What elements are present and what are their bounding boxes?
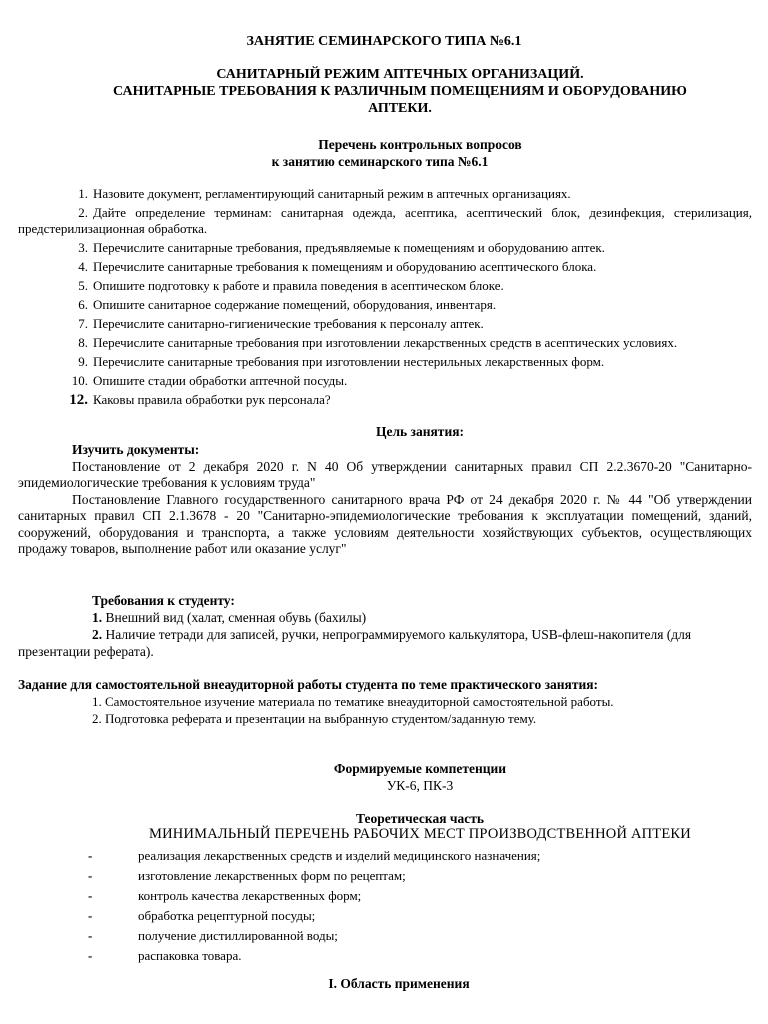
competencies-section [0,760,768,794]
requirement-item: 1. Внешний вид (халат, сменная обувь (бахилы) [92,610,367,625]
task-section [18,676,752,727]
document-subtitle [20,66,768,117]
questions-heading-line-1: Перечень контрольных вопросов [318,137,522,152]
question-item: 8. Перечислите санитарные требования при изготовлении лекарственных средств в асептических условиях. [78,335,678,350]
workplaces-list [88,846,738,966]
document-item-1: Постановление от 2 декабря 2020 г. N 40 Об утверждении санитарных правил СП 2.2.3670-20 "Санитарно-эпидемиологические требования к условиям труда" [18,458,752,490]
list-item: - распаковка товара. [88,946,738,966]
requirement-item: 2. Наличие тетради для записей, ручки, непрограммируемого калькулятора, USB-флеш-накопителя (для презентации реферата). [18,627,692,659]
document-item-2: Постановление Главного государственного санитарного врача РФ от 24 декабря 2020 г. № 44 "Об утверждении санитарных правил СП 2.1.3678 - 20 "Санитарно-эпидемиологические требования к эксплуатации помещений, зданий, сооружений, оборудования и транспорта, а также условиям деятельности хозяйствующих субъектов, осуществляющих продажу товаров, выполнение работ или оказание услуг" [18,491,752,556]
question-item: 2. Дайте определение терминам: санитарная одежда, асептика, асептический блок, дезинфекция, стерилизация, предстерилизационная обработка. [18,205,752,236]
task-item: 2. Подготовка реферата и презентации на выбранную студентом/заданную тему. [92,711,537,726]
question-item: 3. Перечислите санитарные требования, предъявляемые к помещениям и оборудованию аптек. [78,240,605,255]
question-item: 7. Перечислите санитарно-гигиенические требования к персоналу аптек. [78,316,484,331]
goal-heading: Цель занятия: [375,424,465,439]
section-heading: I. Область применения [328,976,470,991]
competencies-heading: Формируемые компетенции [333,761,507,776]
question-item: 10. Опишите стадии обработки аптечной посуды. [71,373,348,388]
list-item: - контроль качества лекарственных форм; [88,886,738,906]
bullet-dash: - [88,928,93,943]
requirements-heading: Требования к студенту: [92,593,235,608]
question-item: 12. Каковы правила обработки рук персонала? [69,392,331,408]
task-item: 1. Самостоятельное изучение материала по тематике внеаудиторной самостоятельной работы. [92,694,614,709]
bullet-dash: - [88,868,93,883]
list-item: - реализация лекарственных средств и изделий медицинского назначения; [88,846,738,866]
subtitle-line-1: САНИТАРНЫЙ РЕЖИМ АПТЕЧНЫХ ОРГАНИЗАЦИЙ. [216,67,584,82]
document-title: ЗАНЯТИЕ СЕМИНАРСКОГО ТИПА №6.1 [246,34,522,49]
list-item: - получение дистиллированной воды; [88,926,738,946]
competencies-value: УК-6, ПК-3 [386,778,454,793]
documents-heading: Изучить документы: [72,442,200,457]
questions-heading-line-2: к занятию семинарского типа №6.1 [271,154,489,169]
question-item: 5. Опишите подготовку к работе и правила поведения в асептическом блоке. [78,278,504,293]
theory-heading: Теоретическая часть [355,811,485,826]
subtitle-line-3: АПТЕКИ. [368,101,432,116]
question-item: 9. Перечислите санитарные требования при изготовлении нестерильных лекарственных форм. [78,354,605,369]
questions-list [18,186,752,411]
subtitle-line-2: САНИТАРНЫЕ ТРЕБОВАНИЯ К РАЗЛИЧНЫМ ПОМЕЩЕНИЯМ И ОБОРУДОВАНИЮ [113,84,687,99]
bullet-dash: - [88,908,93,923]
question-item: 6. Опишите санитарное содержание помещений, оборудования, инвентаря. [78,297,497,312]
bullet-dash: - [88,888,93,903]
list-item: - обработка рецептурной посуды; [88,906,738,926]
bullet-dash: - [88,848,93,863]
bullet-dash: - [88,948,93,963]
questions-heading [0,136,768,170]
requirements-section [18,592,752,660]
list-item: - изготовление лекарственных форм по рецептам; [88,866,738,886]
min-list-heading: МИНИМАЛЬНЫЙ ПЕРЕЧЕНЬ РАБОЧИХ МЕСТ ПРОИЗВОДСТВЕННОЙ АПТЕКИ [149,826,691,842]
question-item: 1. Назовите документ, регламентирующий санитарный режим в аптечных организациях. [78,186,571,201]
task-heading: Задание для самостоятельной внеаудиторной работы студента по теме практического занятия: [18,677,599,692]
question-item: 4. Перечислите санитарные требования к помещениям и оборудованию асептического блока. [78,259,597,274]
documents-section [18,442,752,558]
